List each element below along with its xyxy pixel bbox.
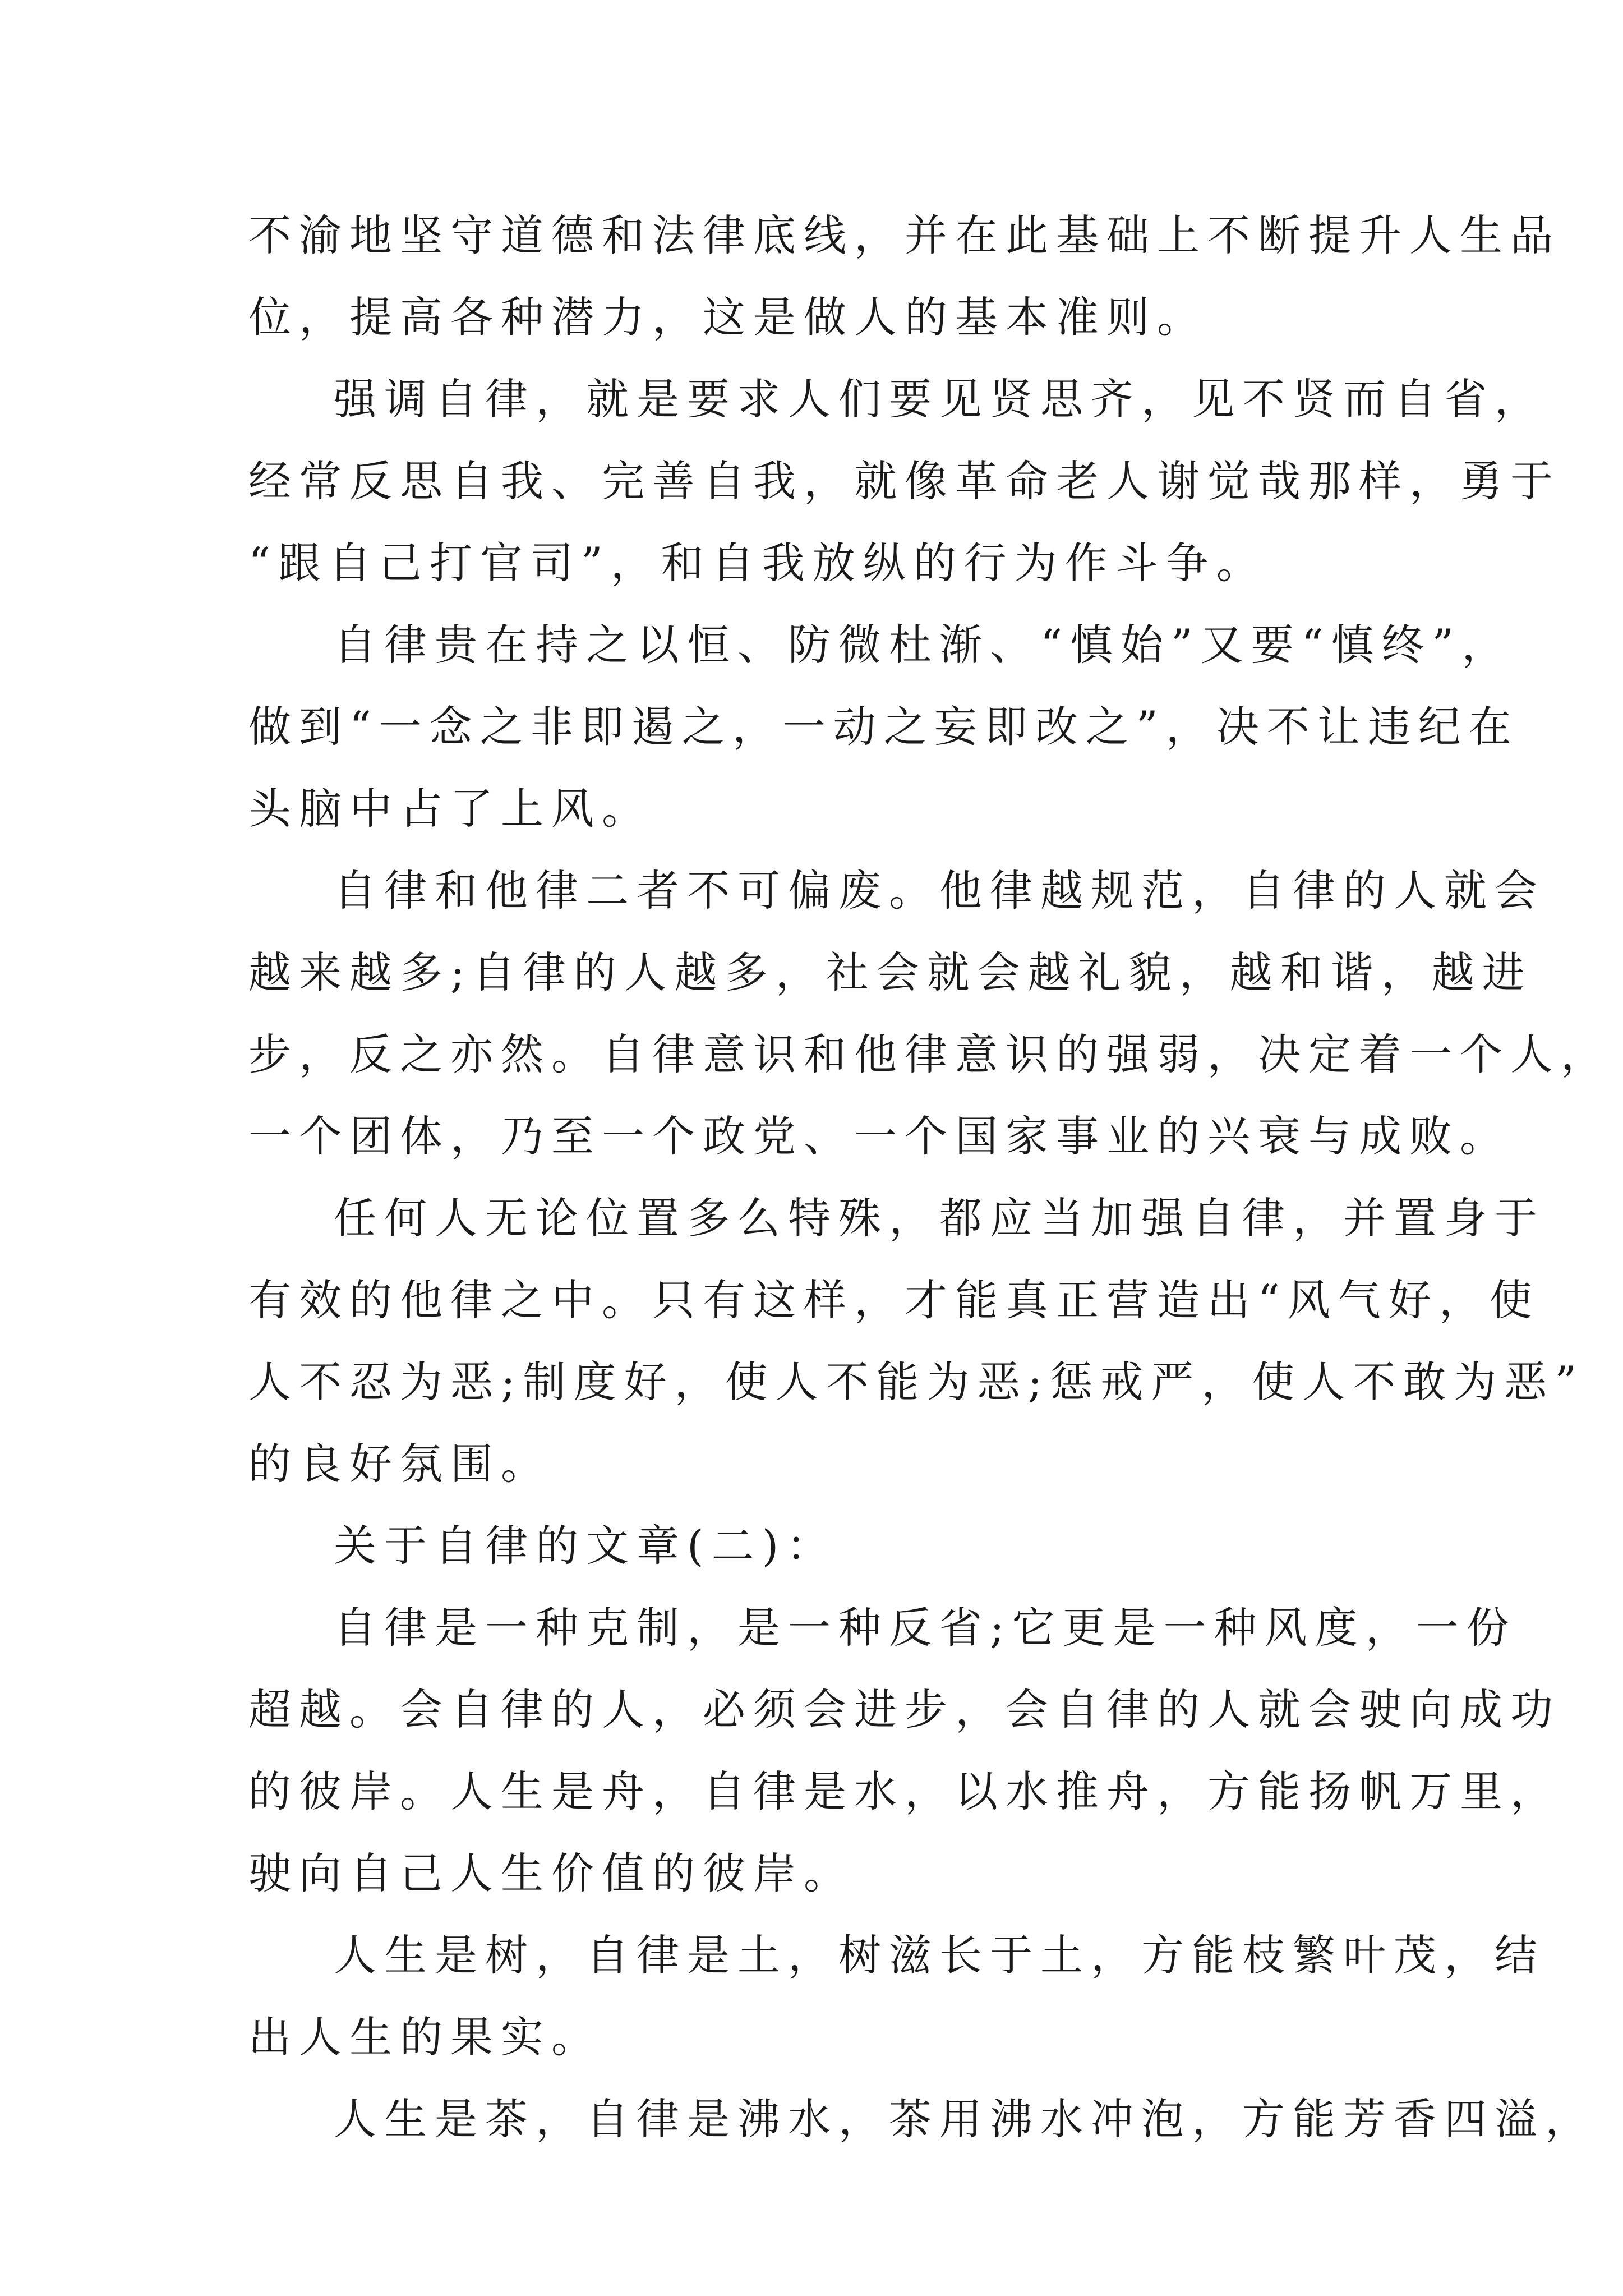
text-line: 不渝地坚守道德和法律底线，并在此基础上不断提升人生品 [248,210,1561,260]
text-line: 超越。会自律的人，必须会进步，会自律的人就会驶向成功 [248,1685,1561,1734]
text-line: 做到“一念之非即遏之，一动之妄即改之”，决不让违纪在 [248,702,1519,752]
text-line: 驶向自己人生价值的彼岸。 [248,1848,854,1898]
text-line: 一个团体，乃至一个政党、一个国家事业的兴衰与成败。 [248,1111,1510,1161]
text-line: 出人生的果实。 [248,2012,602,2062]
text-line: 自律和他律二者不可偏废。他律越规范，自律的人就会 [334,866,1545,915]
text-line: 头脑中占了上风。 [248,784,652,834]
text-line: 经常反思自我、完善自我，就像革命老人谢觉哉那样，勇于 [248,456,1561,506]
text-line: 人不忍为恶;制度好，使人不能为恶;惩戒严，使人不敢为恶” [248,1357,1585,1407]
text-line: 自律贵在持之以恒、防微杜渐、“慎始”又要“慎终”， [334,620,1513,670]
text-line: 任何人无论位置多么特殊，都应当加强自律，并置身于 [334,1193,1545,1243]
text-line: 自律是一种克制，是一种反省;它更是一种风度，一份 [334,1603,1517,1653]
text-line: 越来越多;自律的人越多，社会就会越礼貌，越和谐，越进 [248,947,1533,997]
text-line: 人生是树，自律是土，树滋长于土，方能枝繁叶茂，结 [334,1930,1545,1980]
text-line: 的彼岸。人生是舟，自律是水，以水推舟，方能扬帆万里， [248,1766,1561,1816]
text-line: 位，提高各种潜力，这是做人的基本准则。 [248,292,1207,342]
text-line: 有效的他律之中。只有这样，才能真正营造出“风气好，使 [248,1275,1540,1325]
text-line: 的良好氛围。 [248,1439,551,1489]
text-line: “跟自己打官司”，和自我放纵的行为作斗争。 [248,538,1267,588]
text-line: 步，反之亦然。自律意识和他律意识的强弱，决定着一个人， [248,1029,1611,1079]
text-line: 人生是茶，自律是沸水，茶用沸水冲泡，方能芳香四溢， [334,2094,1596,2144]
text-line: 强调自律，就是要求人们要见贤思齐，见不贤而自省， [334,374,1545,424]
section-heading: 关于自律的文章(二)： [334,1521,837,1571]
